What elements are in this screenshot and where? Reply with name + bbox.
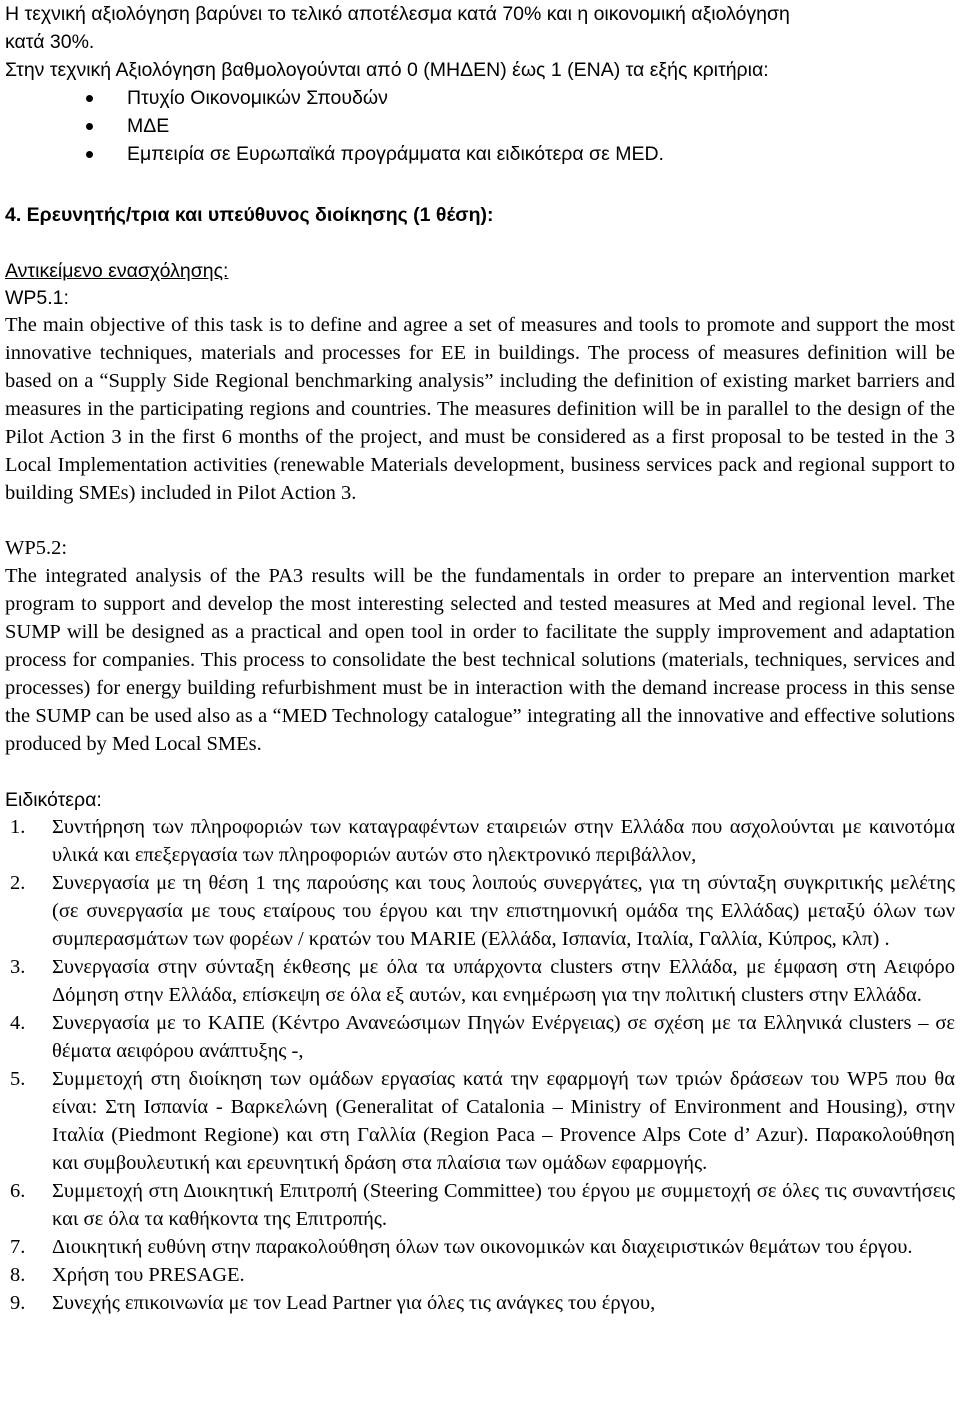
list-item <box>0 1065 960 1177</box>
item-number: 3. <box>10 956 26 978</box>
subject-label: Αντικείμενο ενασχόλησης: <box>5 260 229 282</box>
item-number: 6. <box>10 1180 26 1202</box>
item-number: 7. <box>10 1236 26 1258</box>
item-text: Συνεργασία με τη θέση 1 της παρούσης και τους λοιπούς συνεργάτες, για τη σύνταξη συγκριτικής μελέτης (σε συνεργασία με τους εταίρους του έργου και την επιστημονική ομάδα της Ελλάδας) μεταξύ όλων των συμπερασμάτων των φορέων / κρατών του MARIE (Ελλάδα, Ισπανία, Ιταλία, Γαλλία, Κύπρος, κλπ) . <box>52 872 955 950</box>
bullet-icon <box>86 95 93 102</box>
list-item <box>0 813 960 869</box>
list-item <box>0 1261 960 1289</box>
item-text: Συνεργασία με το ΚΑΠΕ (Κέντρο Ανανεώσιμων Πηγών Ενέργειας) σε σχέση με τα Ελληνικά clusters – σε θέματα αειφόρου ανάπτυξης -, <box>52 1012 955 1062</box>
item-text: Διοικητική ευθύνη στην παρακολούθηση όλων των οικονομικών και διαχειριστικών θεμάτων του έργου. <box>52 1236 913 1258</box>
item-number: 5. <box>10 1068 26 1090</box>
specific-label: Ειδικότερα: <box>5 789 102 811</box>
list-item <box>0 1009 960 1065</box>
item-text: Συμμετοχή στη διοίκηση των ομάδων εργασίας κατά την εφαρμογή των τριών δράσεων του WP5 που θα είναι: Στη Ισπανία - Βαρκελώνη (Generalitat of Catalonia – Ministry of Environment and Housing), στην Ιταλία (Piedmont Regione) και στη Γαλλία (Region Paca – Provence Alps Cote d’ Azur). Παρακολούθηση και συμβουλευτική και ερευνητική δράση στα πλαίσια των ομάδων εφαρμογής. <box>52 1068 955 1174</box>
item-number: 9. <box>10 1292 26 1314</box>
item-text: Συμμετοχή στη Διοικητική Επιτροπή (Steering Committee) του έργου με συμμετοχή σε όλες τις συναντήσεις και σε όλα τα καθήκοντα της Επιτροπής. <box>52 1180 955 1230</box>
list-item <box>0 869 960 953</box>
list-item <box>0 84 960 112</box>
wp51-paragraph: The main objective of this task is to define and agree a set of measures and tools to promote and support the most innovative techniques, materials and processes for EE in buildings. The process of measures definition will be based on a “Supply Side Regional benchmarking analysis” including the definition of existing market barriers and measures in the participating regions and countries. The measures definition will be in parallel to the design of the Pilot Action 3 in the first 6 months of the project, and must be considered as a first proposal to be tested in the 3 Local Implementation activities (renewable Materials development, business services pack and regional support to building SMEs) included in Pilot Action 3. <box>5 314 955 504</box>
item-text: Συντήρηση των πληροφοριών των καταγραφέντων εταιρειών στην Ελλάδα που ασχολούνται με καινοτόμα υλικά και επεξεργασία των πληροφοριών αυτών στο ηλεκτρονικό περιβάλλον, <box>52 816 955 866</box>
criterion-text: ΜΔΕ <box>127 115 170 137</box>
item-text: Συνεχής επικοινωνία με τον Lead Partner για όλες τις ανάγκες του έργου, <box>52 1292 656 1314</box>
list-item <box>0 1177 960 1233</box>
intro-line-1: Η τεχνική αξιολόγηση βαρύνει το τελικό αποτέλεσμα κατά 70% και η οικονομική αξιολόγηση <box>5 3 790 25</box>
wp52-paragraph: The integrated analysis of the PA3 results will be the fundamentals in order to prepare an intervention market program to support and develop the most interesting selected and tested measures at Med and regional level. The SUMP will be designed as a practical and open tool in order to facilitate the supply improvement and adaptation process for companies. This process to consolidate the best technical solutions (materials, techniques, services and processes) for energy building refurbishment must be in interaction with the demand increase process in this sense the SUMP can be used also as a “MED Technology catalogue” integrating all the innovative and effective solutions produced by Med Local SMEs. <box>5 565 955 755</box>
item-text: Συνεργασία στην σύνταξη έκθεσης με όλα τα υπάρχοντα clusters στην Ελλάδα, με έμφαση στη Αειφόρο Δόμηση στην Ελλάδα, επίσκεψη σε όλα εξ αυτών, και ενημέρωση για την πολιτική clusters στην Ελλάδα. <box>52 956 955 1006</box>
criterion-text: Εμπειρία σε Ευρωπαϊκά προγράμματα και ειδικότερα σε MED. <box>127 143 664 165</box>
list-item <box>0 112 960 140</box>
criteria-list <box>0 84 960 168</box>
criterion-text: Πτυχίο Οικονομικών Σπουδών <box>127 87 388 109</box>
item-number: 2. <box>10 872 26 894</box>
list-item <box>0 1233 960 1261</box>
section-heading: 4. Ερευνητής/τρια και υπεύθυνος διοίκησης (1 θέση): <box>5 204 494 226</box>
list-item <box>0 140 960 168</box>
item-number: 8. <box>10 1264 26 1286</box>
item-text: Χρήση του PRESAGE. <box>52 1264 245 1286</box>
item-number: 1. <box>10 816 26 838</box>
intro-line-3: Στην τεχνική Αξιολόγηση βαθμολογούνται από 0 (ΜΗΔΕΝ) έως 1 (ΕΝΑ) τα εξής κριτήρια: <box>5 59 769 81</box>
item-number: 4. <box>10 1012 26 1034</box>
bullet-icon <box>86 123 93 130</box>
list-item <box>0 1289 960 1317</box>
wp52-label: WP5.2: <box>5 537 68 559</box>
wp51-label: WP5.1: <box>5 287 69 309</box>
intro-line-2: κατά 30%. <box>5 31 95 53</box>
bullet-icon <box>86 151 93 158</box>
tasks-list <box>0 813 960 1317</box>
list-item <box>0 953 960 1009</box>
